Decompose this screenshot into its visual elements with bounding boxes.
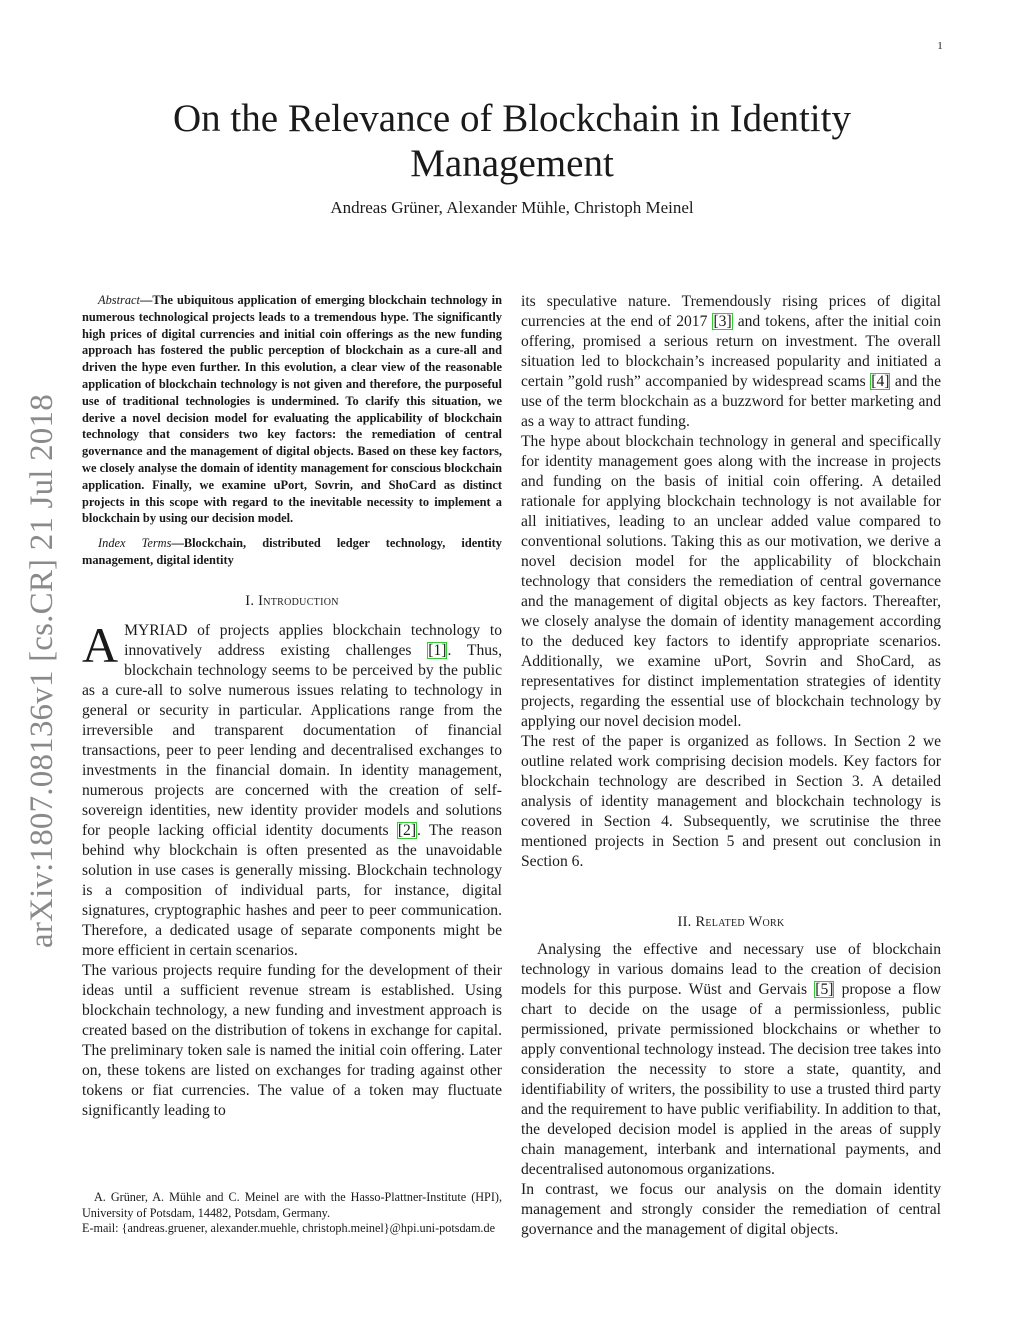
abstract-text: —The ubiquitous application of emerging blockchain technology in numerous technological projects leads to a tremendous hype. The significantly high prices of digital currencies and initial coin offerings as the new funding approach has fostered the public perception of blockchain as a cure-all and driven the hype even further. In this evolution, a clear view of the reasonable application of blockchain technology is not given and therefore, the purposeful use of traditional technologies is undermined. To clarify this situation, we derive a novel decision model for evaluating the applicability of blockchain technology that considers two key factors: the remediation of central governance and the management of digital objects. Based on these key factors, we closely analyse the domain of identity management for conscious blockchain application. Finally, we examine uPort, Sovrin, and ShoCard as distinct projects in this scope with regard to the inevitable necessity to implement a blockchain by using our decision model.	[82, 293, 502, 526]
author-footnote	[82, 1190, 502, 1237]
footnote-affiliation: A. Grüner, A. Mühle and C. Meinel are with the Hasso-Plattner-Institute (HPI), University of Potsdam, 14482, Potsdam, Germany.	[82, 1190, 502, 1220]
citation-link[interactable]: [2]	[397, 821, 417, 839]
index-terms-text: —Blockchain, distributed ledger technology, identity management, digital identity	[82, 536, 502, 567]
index-terms	[82, 535, 502, 569]
left-column	[82, 292, 502, 1121]
drop-cap: A	[82, 616, 119, 673]
p3-text-a: its speculative nature. Tremendously rising prices of digital currencies at the end of 2017	[521, 293, 941, 330]
intro-paragraph-1	[82, 616, 503, 961]
citation-link[interactable]: [1]	[428, 641, 447, 659]
intro-paragraph-2: The various projects require funding for the development of their ideas until a sufficient revenue stream is established. Using blockchain technology, a new funding and investment approach is created based on the distribution of tokens in exchange for capital. The preliminary token sale is named the initial coin offering. Later on, these tokens are listed on exchanges for trading against other tokens or fiat currencies. The value of a token may fluctuate significantly leading to	[82, 961, 502, 1119]
index-terms-label: Index Terms	[98, 536, 172, 551]
footnote-email: E-mail: {andreas.gruener, alexander.muehle, christoph.meinel}@hpi.uni-potsdam.de	[82, 1221, 495, 1236]
citation-link[interactable]: [4]	[871, 373, 890, 390]
intro-text-c: . The reason behind why blockchain is often presented as the unavoidable solution in use cases is generally missing. Blockchain technology is a composition of individual parts, for instance, digital signatures, cryptographic hashes and peer to peer communication. Therefore, a dedicated usage of separate components might be more efficient in certain scenarios.	[82, 821, 503, 959]
arxiv-identifier[interactable]: arXiv:1807.08136v1 [cs.CR] 21 Jul 2018	[24, 394, 60, 948]
intro-text-b: . Thus, blockchain technology seems to be perceived by the public as a cure-all to solve numerous issues relating to technology in general or security in particular. Applications range from the irreversible and transparent documentation of financial transactions, peer to peer lending and decentralised exchanges to investments in the financial domain. In identity management, numerous projects are concerned with the creation of self-sovereign identities, new identity provider models and solutions for people lacking official identity documents	[82, 641, 503, 839]
intro-paragraph-5: The rest of the paper is organized as follows. In Section 2 we outline related work comprising decision models. Key factors for blockchain technology are described in Section 3. A detailed analysis of identity management and blockchain technology is covered in Section 4. Subsequently, we scrutinise the three mentioned projects in Section 5 and present out conclusion in Section 6.	[521, 733, 941, 870]
intro-lead-word: MYRIAD	[124, 621, 188, 639]
related-work-paragraph-2: In contrast, we focus our analysis on the domain identity management and strongly consider the remediation of central governance and the management of digital objects.	[521, 1181, 941, 1238]
citation-link[interactable]: [3]	[713, 313, 732, 330]
intro-paragraph-4: The hype about blockchain technology in general and specifically for identity management goes along with the increase in projects and funding on the basis of initial coin offering. A detailed rationale for applying blockchain technology is not available for all initiatives, leading to an unclear added value compared to conventional solutions. Taking this as our motivation, we derive a novel decision model for the applicability of blockchain technology that considers the remediation of central governance and the management of digital objects as key factors. Thereafter, we closely analyse the domain of identity management according to the deduced key factors to identify appropriate scenarios. Additionally, we examine uPort, Sovrin and ShoCard, as representatives for distinct implementation strategies of identity projects, regarding the essential use of blockchain technology by applying our novel decision model.	[521, 433, 941, 730]
section-heading-related-work: II. Related Work	[677, 914, 785, 930]
author-list: Andreas Grüner, Alexander Mühle, Christoph Meinel	[330, 198, 694, 217]
related-work-paragraph-1	[521, 940, 941, 1180]
intro-paragraph-3	[521, 292, 941, 432]
intro-text-a: of projects applies blockchain technology to innovatively address existing challenges	[124, 621, 502, 659]
section-heading-introduction: I. Introduction	[245, 592, 339, 609]
abstract	[82, 292, 502, 527]
citation-link[interactable]: [5]	[815, 981, 834, 998]
rw-text-b: propose a flow chart to decide on the usage of a permissionless, public permissioned, private permissioned blockchains or whether to apply conventional technology instead. The decision tree takes into consideration the necessity to store a state, quantity, and identifiability of writers, the possibility to use a trusted third party and the requirement to have public verifiability. In addition to that, the developed decision model is applied in the areas of supply chain management, interbank and international payments, and decentralised autonomous organizations.	[521, 981, 941, 1178]
page-number: 1	[937, 40, 943, 52]
abstract-label: Abstract	[98, 293, 140, 307]
right-column	[521, 292, 941, 1240]
p3-text-c: and the use of the term blockchain as a buzzword for better marketing and as a way to attract funding.	[521, 373, 941, 430]
p3-text-b: and tokens, after the initial coin offering, promised a serious return on investment. The overall situation led to blockchain’s increased popularity and initiated a certain ”gold rush” accompanied by widespread scams	[521, 313, 941, 390]
paper-title: On the Relevance of Blockchain in Identity Management	[173, 97, 851, 185]
rw-text-a: Analysing the effective and necessary use of blockchain technology in various domains lead to the creation of decision models for this purpose. Wüst and Gervais	[521, 941, 941, 998]
